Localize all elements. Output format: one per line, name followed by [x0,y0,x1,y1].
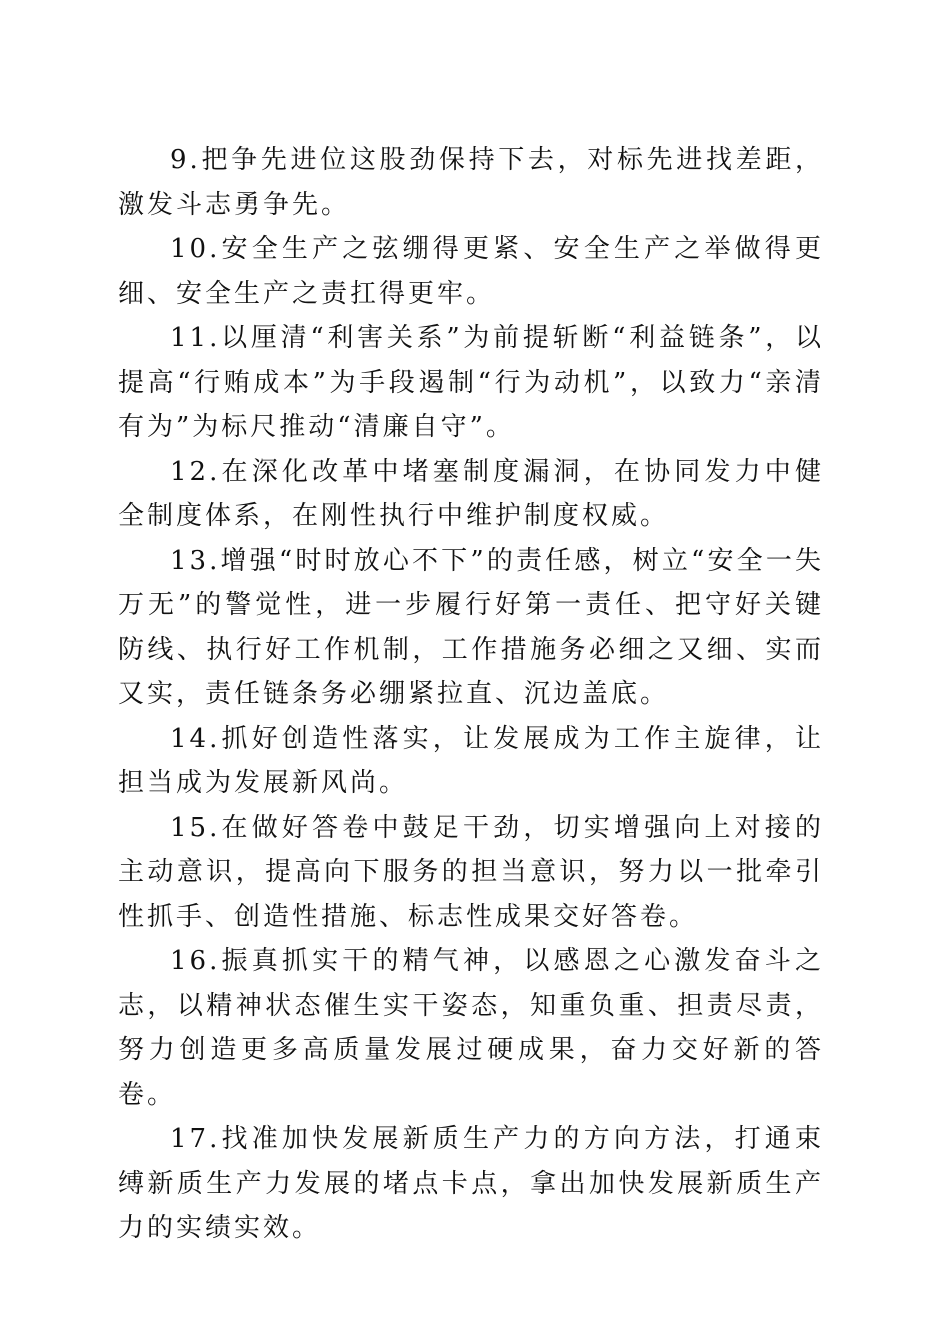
document-body [118,138,824,1251]
paragraph-16: 16.振真抓实干的精气神，以感恩之心激发奋斗之志，以精神状态催生实干姿态，知重负重、担责尽责，努力创造更多高质量发展过硬成果，奋力交好新的答卷。 [118,946,824,1110]
paragraph-17: 17.找准加快发展新质生产力的方向方法，打通束缚新质生产力发展的堵点卡点，拿出加快发展新质生产力的实绩实效。 [118,1124,824,1243]
paragraph-10: 10.安全生产之弦绷得更紧、安全生产之举做得更细、安全生产之责扛得更牢。 [118,234,824,309]
paragraph-11: 11.以厘清“利害关系”为前提斩断“利益链条”，以提高“行贿成本”为手段遏制“行为动机”，以致力“亲清有为”为标尺推动“清廉自守”。 [118,323,824,442]
paragraph-9: 9.把争先进位这股劲保持下去，对标先进找差距，激发斗志勇争先。 [118,145,824,220]
paragraph-13: 13.增强“时时放心不下”的责任感，树立“安全一失万无”的警觉性，进一步履行好第一责任、把守好关键防线、执行好工作机制，工作措施务必细之又细、实而又实，责任链条务必绷紧拉直、沉边盖底。 [118,545,824,709]
paragraph-12: 12.在深化改革中堵塞制度漏洞，在协同发力中健全制度体系，在刚性执行中维护制度权威。 [118,456,824,531]
paragraph-14: 14.抓好创造性落实，让发展成为工作主旋律，让担当成为发展新风尚。 [118,723,824,798]
paragraph-15: 15.在做好答卷中鼓足干劲，切实增强向上对接的主动意识，提高向下服务的担当意识，努力以一批牵引性抓手、创造性措施、标志性成果交好答卷。 [118,812,824,932]
